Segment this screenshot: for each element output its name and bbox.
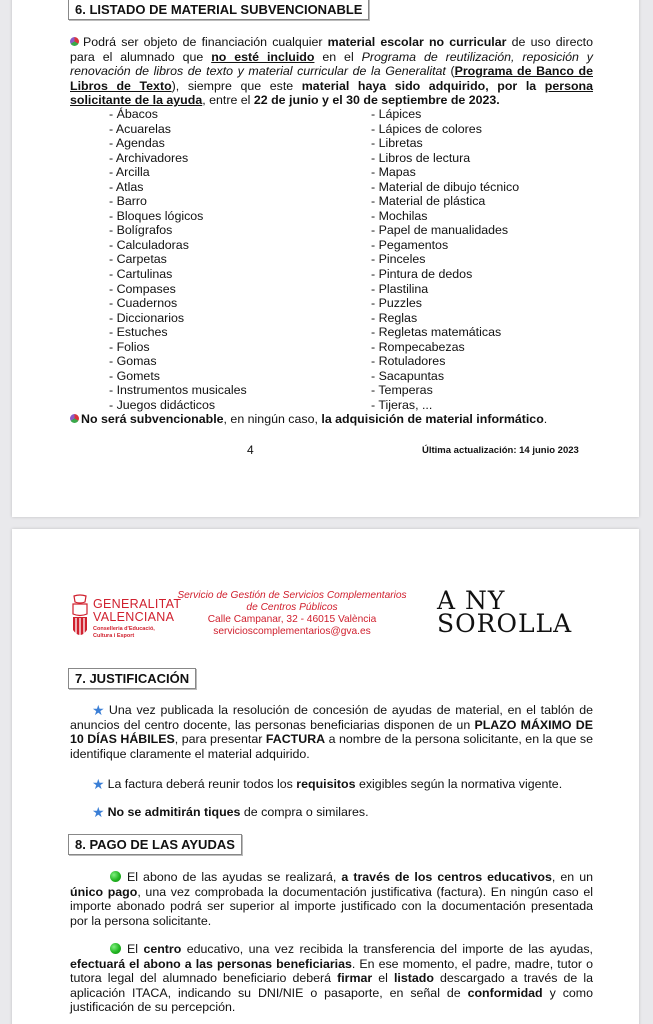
material-item: - Ábacos (109, 107, 247, 122)
material-item: - Temperas (371, 383, 519, 398)
material-item: - Gomets (109, 369, 247, 384)
green-bullet-icon (110, 871, 121, 882)
star-bullet-icon: ★ (92, 776, 105, 792)
material-item: - Archivadores (109, 151, 247, 166)
material-item: - Juegos didácticos (109, 398, 247, 413)
material-item: - Lápices de colores (371, 122, 519, 137)
material-item: - Estuches (109, 325, 247, 340)
material-item: - Compases (109, 282, 247, 297)
material-item: - Papel de manualidades (371, 223, 519, 238)
material-item: - Plastilina (371, 282, 519, 297)
material-item: - Gomas (109, 354, 247, 369)
material-item: - Barro (109, 194, 247, 209)
green-bullet-icon (110, 943, 121, 954)
document-page-4 (12, 0, 639, 517)
material-item: - Sacapuntas (371, 369, 519, 384)
star-bullet-icon: ★ (92, 702, 106, 718)
material-item: - Carpetas (109, 252, 247, 267)
justification-paragraph-3: ★ No se admitirán tiques de compra o similares. (92, 804, 369, 820)
material-item: - Agendas (109, 136, 247, 151)
material-item: - Material de dibujo técnico (371, 180, 519, 195)
material-intro-paragraph: Podrá ser objeto de financiación cualquier material escolar no curricular de uso directo para el alumnado que no esté incluido en el Programa de reutilización, reposición y renovación de libros de texto y material curricular de la Generalitat (Programa de Banco de Libros de Texto), siempre que este material haya sido adquirido, por la persona solicitante de la ayuda, entre el 22 de junio y el 30 de septiembre de 2023. (70, 35, 593, 108)
material-item: - Libretas (371, 136, 519, 151)
material-item: - Folios (109, 340, 247, 355)
multicolor-bullet-icon (70, 414, 79, 423)
contact-email: servicioscomplementarios@gva.es (213, 626, 371, 637)
generalitat-name: GENERALITAT VALENCIANA (93, 597, 182, 624)
material-item: - Diccionarios (109, 311, 247, 326)
material-item: - Calculadoras (109, 238, 247, 253)
conselleria-name: Conselleria d'Educació, Cultura i Esport (93, 626, 155, 639)
last-update-date: Última actualización: 14 junio 2023 (422, 445, 579, 456)
material-item: - Material de plástica (371, 194, 519, 209)
material-item: - Arcilla (109, 165, 247, 180)
any-sorolla-logo: A NY SOROLLA (437, 586, 573, 638)
material-list-right (371, 107, 519, 412)
justification-paragraph-2: ★ La factura deberá reunir todos los requisitos exigibles según la normativa vigente. (92, 776, 563, 792)
material-item: - Pintura de dedos (371, 267, 519, 282)
material-item: - Acuarelas (109, 122, 247, 137)
material-item: - Atlas (109, 180, 247, 195)
material-item: - Tijeras, ... (371, 398, 519, 413)
material-item: - Lápices (371, 107, 519, 122)
payment-paragraph-2: El centro educativo, una vez recibida la transferencia del importe de las ayudas, efectuará el abono a las personas beneficiarias. En ese momento, el padre, madre, tutor o tutora legal del alumnado beneficiario deberá firmar el listado descargado a través de la aplicación ITACA, indicando su DNI/NIE o pasaporte, en señal de conformidad y como justificación de su percepción. (70, 942, 594, 1015)
justification-paragraph-1: ★ Una vez publicada la resolución de concesión de ayudas de material, en el tablón de anuncios del centro docente, las personas beneficiarias disponen de un PLAZO MÁXIMO DE 10 DÍAS HÁBILES, para presentar FACTURA a nombre de la persona solicitante, en la que se identifique claramente el material adquirido. (70, 702, 594, 761)
section-8-heading: 8. PAGO DE LAS AYUDAS (68, 834, 242, 855)
section-6-heading: 6. LISTADO DE MATERIAL SUBVENCIONABLE (68, 0, 369, 20)
material-item: - Mapas (371, 165, 519, 180)
star-bullet-icon: ★ (92, 804, 105, 820)
material-item: - Rotuladores (371, 354, 519, 369)
material-item: - Rompecabezas (371, 340, 519, 355)
material-item: - Cuadernos (109, 296, 247, 311)
generalitat-shield-icon (70, 594, 90, 640)
material-item: - Mochilas (371, 209, 519, 224)
exclusion-paragraph: No será subvencionable, en ningún caso, la adquisición de material informático. (70, 412, 630, 427)
material-item: - Libros de lectura (371, 151, 519, 166)
material-item: - Pinceles (371, 252, 519, 267)
document-page-5 (12, 529, 639, 1024)
generalitat-valenciana-logo (70, 592, 190, 644)
payment-paragraph-1: El abono de las ayudas se realizará, a través de los centros educativos, en un único pago, una vez comprobada la documentación justificativa (factura). En ningún caso el importe abonado podrá ser superior al importe justificado con la documentación presentada por la persona solicitante. (70, 870, 593, 928)
material-item: - Pegamentos (371, 238, 519, 253)
material-item: - Cartulinas (109, 267, 247, 282)
material-item: - Bolígrafos (109, 223, 247, 238)
multicolor-bullet-icon (70, 37, 79, 46)
service-contact-block: Servicio de Gestión de Servicios Complementarios de Centros Públicos Calle Campanar, 32 - 46015 València servicioscomplementarios@gva.es (177, 590, 407, 637)
material-item: - Bloques lógicos (109, 209, 247, 224)
page-number: 4 (247, 443, 254, 457)
material-list-left (109, 107, 247, 412)
material-item: - Puzzles (371, 296, 519, 311)
material-item: - Reglas (371, 311, 519, 326)
material-item: - Instrumentos musicales (109, 383, 247, 398)
section-7-heading: 7. JUSTIFICACIÓN (68, 668, 196, 689)
material-item: - Regletas matemáticas (371, 325, 519, 340)
